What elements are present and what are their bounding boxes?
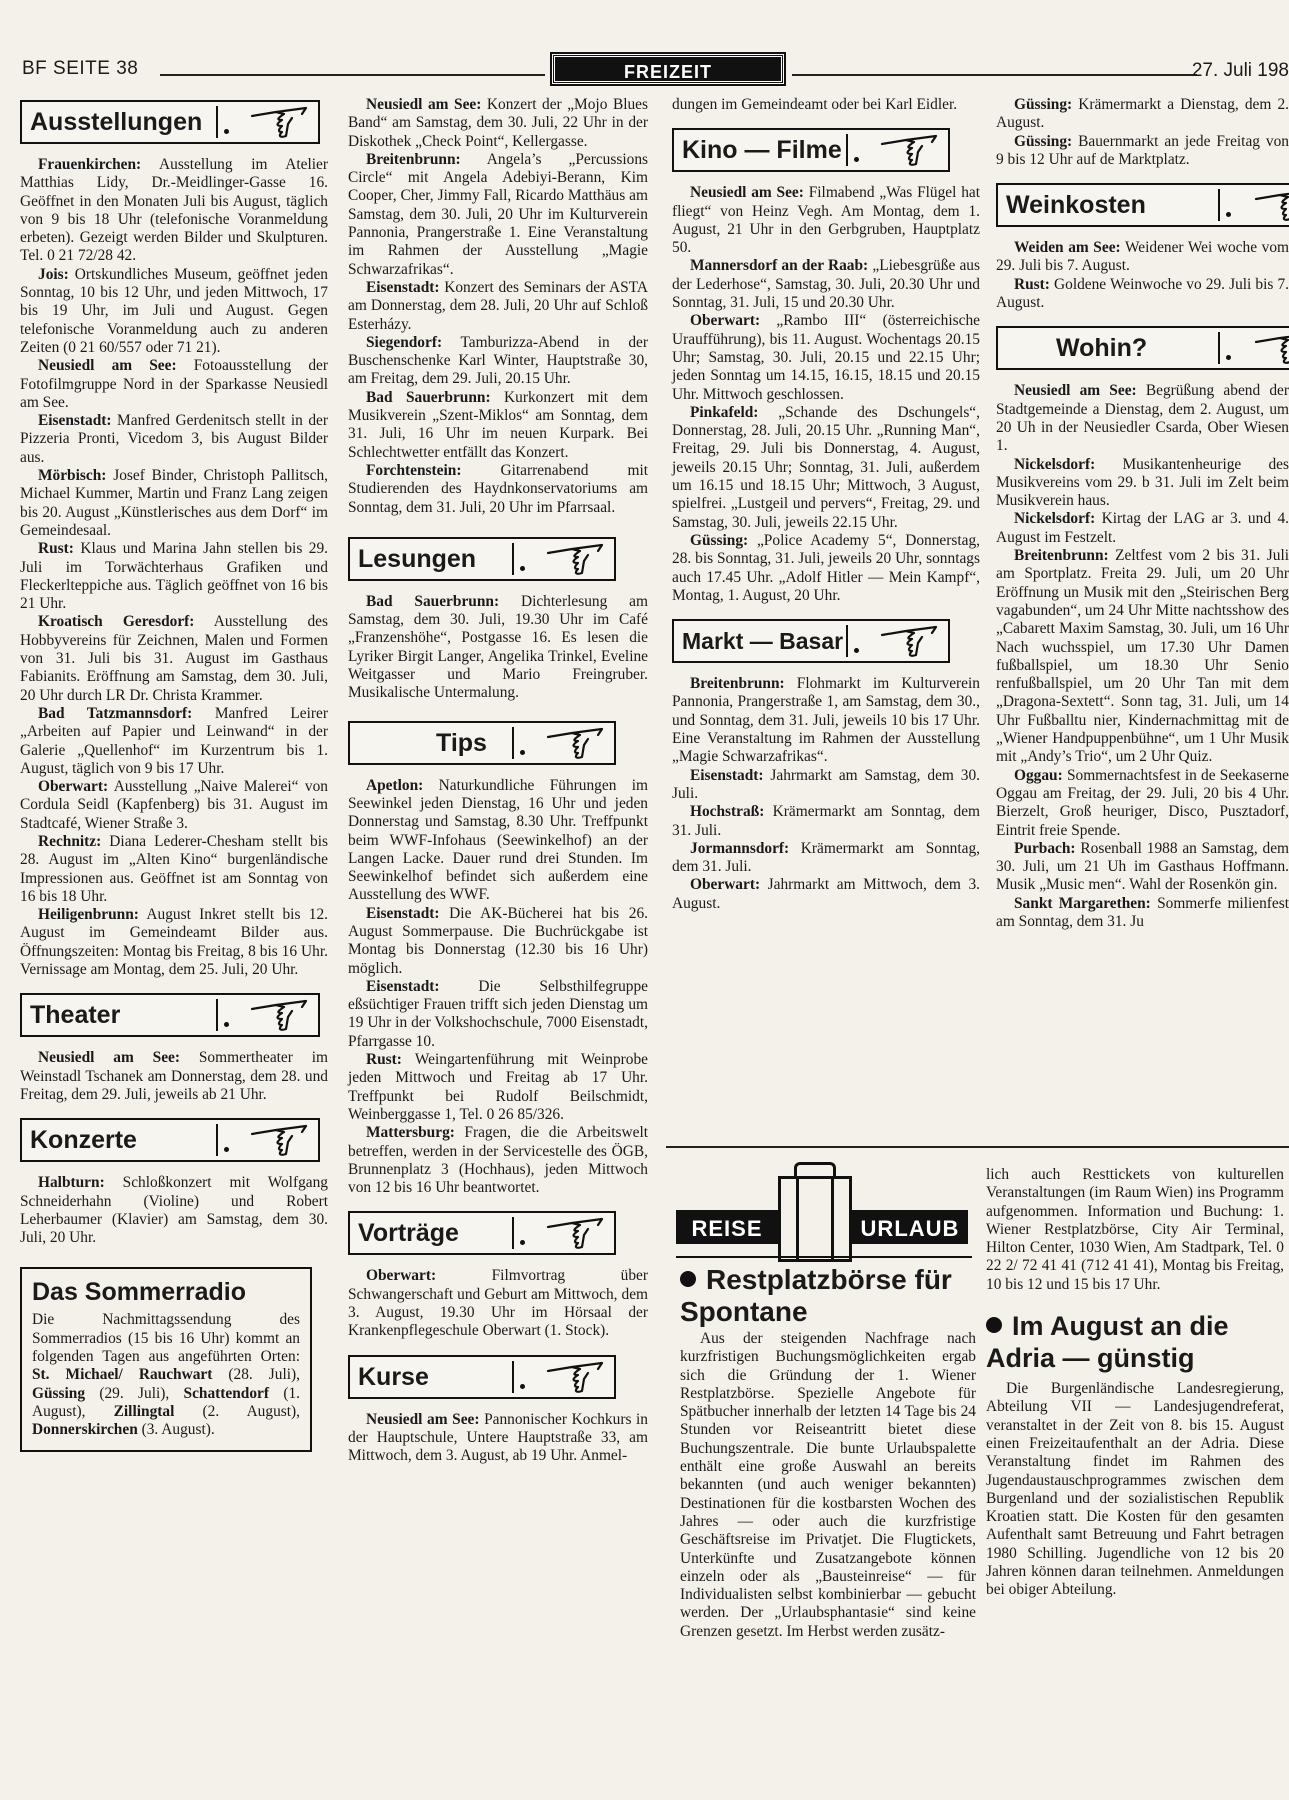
listing-item xyxy=(20,833,328,906)
column-2 xyxy=(348,96,648,1466)
listing-text: Sommerfe milienfest am Sonntag, dem 31. Ju xyxy=(996,894,1289,930)
listing-place: Sankt Margarethen: xyxy=(1014,894,1151,912)
listing-item xyxy=(996,767,1289,840)
suitcase-icon xyxy=(778,1176,852,1262)
section-header-tips xyxy=(348,721,616,765)
listing-item xyxy=(20,467,328,540)
section-header-weinkosten xyxy=(996,183,1289,227)
listing-item xyxy=(348,279,648,334)
listing-group-markt-cont xyxy=(996,96,1289,169)
listing-group-theater xyxy=(20,1049,328,1104)
listing-item xyxy=(672,404,980,532)
listing-text: Fotoausstellung der Fotofilmgruppe Nord in der Sparkasse Neusiedl am See. xyxy=(20,357,329,411)
listing-item xyxy=(672,803,980,840)
listing-text: Goldene Weinwoche vo 29. Juli bis 7. August. xyxy=(996,275,1289,312)
pointing-hand-icon xyxy=(1252,187,1289,225)
listing-text: Ausstellung „Naive Malerei“ von Cordula Seidl (Kapfenberg) bis 31. August im Stadtcafé, Wiener Straße 3. xyxy=(20,778,328,832)
listing-text: Kirtag der LAG ar 3. und 4. August im Festzelt. xyxy=(996,510,1289,546)
listing-text: Die AK-Bücherei hat bis 26. August Sommerpause. Die Buchrückgabe ist Montag bis Donnerstag (12.30 bis 16 Uhr) möglich. xyxy=(348,904,648,977)
listing-place: Nickelsdorf: xyxy=(1014,455,1096,473)
listing-text: Konzert des Seminars der ASTA am Donnerstag, dem 28. Juli, 20 Uhr auf Schloß Esterházy. xyxy=(348,278,648,333)
listing-place: Güssing: xyxy=(1014,132,1073,150)
listing-place: Neusiedl am See: xyxy=(366,96,482,113)
listing-group-tips xyxy=(348,777,648,1198)
listing-item xyxy=(672,675,980,766)
listing-text: Sommernachtsfest in de Seekaserne Oggau am Freitag, der 29. Juli, 20 bis 4 Uhr. Bierzelt, Groß heuriger, Disco, Pusztadorf, Eintrit freie Spende. xyxy=(996,766,1289,839)
pointing-hand-icon xyxy=(1252,330,1289,368)
listing-group-markt xyxy=(672,675,980,913)
restplatz-text: Aus der steigenden Nachfrage nach kurzfristigen Buchungsmöglichkeiten ergab sich die Gründung der 1. Wiener Restplatzbörse. Spezielle Angebote für Spätbucher innerhalb der letzten 14 Tage bis 24 Stunden vor Reiseantritt bietet diese Buchungszentrale. Die bunte Urlaubspalette enthält eine große Auswahl an bereits bekannten (und auch weniger bekannten) Destinationen für die kostbarsten Wochen des Jahres — oder auch die kurzfristige Geschäftsreise im Privatjet. Die Flugtickets, Unterkünfte und Zusatzangebote können einzeln oder als „Bausteinreise“ — für Individualisten selbst kombinierbar — gebucht werden. Der „Urlaubsphantasie“ sind keine Grenzen gesetzt. Im Herbst werden zusätz- xyxy=(680,1330,976,1640)
listing-place: Apetlon: xyxy=(366,776,424,794)
travel-top-rule xyxy=(666,1146,1289,1148)
listing-group-kino xyxy=(672,184,980,605)
listing-place: Jormannsdorf: xyxy=(690,839,790,857)
section-title: Markt — Basar xyxy=(682,628,844,655)
listing-text: Krämermarkt a Dienstag, dem 2. August. xyxy=(996,96,1289,132)
listing-text: Konzert der „Mojo Blues Band“ am Samstag, dem 30. Juli, 22 Uhr in der Diskothek „Check Point“, Kellergasse. xyxy=(348,96,649,150)
listing-text: Weidener Wei woche vom 29. Juli bis 7. August. xyxy=(996,239,1289,275)
listing-place: Weiden am See: xyxy=(1014,239,1121,257)
section-header-vortraege xyxy=(348,1211,616,1255)
section-title: Vorträge xyxy=(358,1219,459,1248)
listing-place: Güssing: xyxy=(690,531,749,549)
listing-item xyxy=(348,978,648,1051)
listing-text: Josef Binder, Christoph Pallitsch, Michael Kummer, Martin und Franz Lang zeigen bis 20. August „Künstlerisches aus dem Dorf“ im Gemeindesaal. xyxy=(20,467,328,539)
section-title: Lesungen xyxy=(358,544,477,573)
listing-group-vortraege xyxy=(348,1267,648,1340)
logo-urlaub-label: URLAUB xyxy=(852,1210,968,1244)
listing-place: Eisenstadt: xyxy=(366,278,440,296)
listing-place: Eisenstadt: xyxy=(366,904,440,922)
section-title: Wohin? xyxy=(1056,334,1148,363)
listing-place: Eisenstadt: xyxy=(690,766,764,784)
listing-text: Die Selbsthilfegruppe eßsüchtiger Frauen trifft sich jeden Dienstag um 19 Uhr in der Volkshochschule, 7000 Eisenstadt, Pfarrgasse 10. xyxy=(348,977,648,1050)
listing-group-konzerte xyxy=(20,1174,328,1247)
listing-text: Naturkundliche Führungen im Seewinkel jeden Dienstag, 16 Uhr und jeden Donnerstag und Samstag, 8.30 Uhr. Treffpunkt beim WWF-Infohaus (Seewinkelhof) an der Langen Lacke. Dauer rund drei Stunden. Im Seewinkelhof befindet sich außerdem eine Ausstellung des WWF. xyxy=(348,776,648,904)
issue-date: 27. Juli 198 xyxy=(1191,60,1289,81)
listing-text: Klaus und Marina Jahn stellen bis 29. Juli im Torwächterhaus Grafiken und Fleckerlteppiche aus. Täglich geöffnet von 16 bis 21 Uhr. xyxy=(20,540,328,613)
listing-item xyxy=(672,767,980,804)
listing-item xyxy=(348,1411,648,1466)
listing-item xyxy=(348,334,648,389)
listing-item xyxy=(996,96,1289,133)
pointing-hand-icon xyxy=(544,1359,606,1397)
pointing-hand-icon xyxy=(878,623,940,661)
restplatz-article xyxy=(680,1264,976,1641)
listing-text: Ortskundliches Museum, geöffnet jeden Sonntag, 10 bis 12 Uhr, und jeden Mittwoch, 17 bis 19 Uhr, im Juli und August. Gegen telefonische Voranmeldung auch zu anderen Zeiten (0 21 60/557 oder 71 21). xyxy=(20,265,328,356)
listing-place: Kroatisch Geresdorf: xyxy=(38,613,195,631)
listing-text: Manfred Leirer „Arbeiten auf Papier und Leinwand“ in der Galerie „Quellenhof“ im Kurzentrum bis 1. August, täglich von 9 bis 17 Uhr. xyxy=(20,704,328,777)
listing-text: Ausstellung im Atelier Matthias Lidy, Dr.-Meidlinger-Gasse 16. Geöffnet in den Monaten Juli bis August, täglich von 9 bis 18 Uhr (telefonische Voranmeldung erbeten). Gezeigt werden Bilder und Skulpturen. Tel. 0 21 72/28 42. xyxy=(20,156,328,265)
listing-place: Breitenbrunn: xyxy=(1014,547,1109,565)
page-header xyxy=(22,54,1289,90)
listing-text: Zeltfest vom 2 bis 31. Juli am Sportplatz. Freita 29. Juli, um 20 Uhr Eröffnung un Musik mit den „Steirischen Berg vagabunden“, um 24 Uhr Mitte nachtsshow des „Cabarett Maxim Samstag, 30. Juli, um 16 Uhr Nach wuchsspiel, um 17.30 Uhr Damen fußballspiel, um 18.30 Uhr Senio renfußballspiel, um 20 Uhr Tan mit dem „Dragona-Sextett“. Sonn tag, 31. Juli, um 14 Uhr Fußballtu nier, Kindernachmittag mit de „Wiener Handpuppenbühne“, um 1 Uhr Musik mit „Andy’s Trio“, um 2 Uhr Quiz. xyxy=(996,547,1289,766)
listing-text: Rosenball 1988 an Samstag, dem 30. Juli, um 21 Uh im Gasthaus Hoffmann. Musik „Music men“. Wahl der Rosenkön gin. xyxy=(996,839,1289,894)
listing-place: Forchtenstein: xyxy=(366,461,462,479)
listing-place: Bad Sauerbrunn: xyxy=(366,388,491,406)
listing-item xyxy=(348,1051,648,1124)
section-header-wohin xyxy=(996,326,1289,370)
listing-text: Gitarrenabend mit Studierenden des Haydnkonservatoriums am Sonntag, dem 31. Juli, 20 Uhr im Pfarrsaal. xyxy=(348,461,648,516)
listing-item xyxy=(20,705,328,778)
listing-place: Mattersburg: xyxy=(366,1124,455,1142)
listing-item xyxy=(996,510,1289,547)
listing-place: Oberwart: xyxy=(690,312,761,330)
listing-text: Angela’s „Percussions Circle“ mit Angela Adebiyi-Berann, Kim Cooper, Cher, Jimmy Fall, Ricardo Matthäus am Samstag, dem 30. Juli, 20 Uhr im Kulturverein Pannonia, Prangerstraße 1. Eine Veranstaltung im Rahmen der Ausstellung „Magie Schwarzafrikas“. xyxy=(348,150,648,278)
listing-item xyxy=(996,239,1289,276)
section-title: Konzerte xyxy=(30,1126,137,1155)
listing-item xyxy=(20,412,328,467)
listing-item xyxy=(996,840,1289,895)
listing-place: Siegendorf: xyxy=(366,333,443,351)
listing-place: Jois: xyxy=(38,265,69,283)
listing-item xyxy=(348,389,648,462)
listing-item xyxy=(348,1267,648,1340)
listing-place: Purbach: xyxy=(1014,839,1076,857)
listing-group-ausstellungen xyxy=(20,156,328,979)
listing-text: Ausstellung des Hobbyvereins für Zeichnen, Malen und Formen von 31. Juli bis 31. August im Gasthaus Fabianits. Eröffnung am Samstag, dem 30. Juli, 20 Uhr durch LR Dr. Christa Krammer. xyxy=(20,613,328,704)
section-banner: FREIZEIT xyxy=(552,54,784,84)
listing-place: Neusiedl am See: xyxy=(1014,382,1137,400)
listing-place: Rechnitz: xyxy=(38,832,102,850)
listing-item xyxy=(996,895,1289,932)
listing-text: Filmvortrag über Schwangerschaft und Geburt am Mittwoch, dem 3. August, 19.30 Uhr im Hörsaal der Krankenpflegeschule Oberwart (1. Stock). xyxy=(348,1267,648,1340)
section-title: Ausstellungen xyxy=(30,108,203,136)
listing-text: Tamburizza-Abend in der Buschenschenke Karl Winter, Hauptstraße 30, am Freitag, dem 29. Juli, 20.15 Uhr. xyxy=(348,333,648,388)
section-header-konzerte xyxy=(20,1118,320,1162)
listing-item xyxy=(20,778,328,833)
page-number: BF SEITE 38 xyxy=(22,58,139,79)
listing-place: Frauenkirchen: xyxy=(38,156,142,173)
listing-text: Weingartenführung mit Weinprobe jeden Mittwoch und Freitag ab 17 Uhr. Treffpunkt bei Rudolf Beilschmidt, Weinberggasse 1, Tel. 0 26 85/326. xyxy=(348,1051,648,1123)
listing-group-wohin xyxy=(996,382,1289,931)
restplatz-article-cont xyxy=(986,1166,1284,1600)
listing-place: Bad Tatzmannsdorf: xyxy=(38,704,193,722)
listing-place: Neusiedl am See: xyxy=(690,184,804,202)
logo-reise-label: REISE xyxy=(676,1210,778,1244)
section-title: Theater xyxy=(30,1001,121,1030)
adria-headline: Im August an die Adria — günstig xyxy=(986,1311,1229,1374)
listing-text: Diana Lederer-Chesham stellt bis 28. August im „Alten Kino“ burgenländische Impressionen aus. Geöffnet ist am Sonntag von 16 bis 18 Uhr. xyxy=(20,832,328,905)
listing-group-konzerte-cont xyxy=(348,96,648,517)
listing-place: Neusiedl am See: xyxy=(366,1410,480,1428)
pointing-hand-icon xyxy=(878,132,940,170)
restplatz-headline: Restplatzbörse für Spontane xyxy=(680,1264,952,1327)
listing-text: Jahrmarkt am Mittwoch, dem 3. August. xyxy=(672,876,980,912)
restplatz-text-cont: lich auch Resttickets von kulturellen Veranstaltungen (im Raum Wien) ins Programm aufgenommen. Information und Buchung: 1. Wiener Restplatzbörse, City Air Terminal, Hilton Center, 1030 Wien, Am Stadtpark, Tel. 0 22 2/ 72 41 41 (712 41 41), Montag bis Freitag, 10 bis 12 und 15 bis 17 Uhr. xyxy=(986,1166,1284,1293)
listing-text: August Inkret stellt bis 12. August im Gemeindeamt Bilder aus. Öffnungszeiten: Montag bis Freitag, 8 bis 16 Uhr. Vernissage am Montag, dem 25. Juli, 20 Uhr. xyxy=(20,906,328,979)
sommerradio-text: Die Nachmittagssendung des Sommerradios (15 bis 16 Uhr) kommt an folgenden Tagen aus angeführten Orten: St. Michael/ Rauchwart (28. Juli), Güssing (29. Juli), Schattendorf (1. August), Zillingtal (2. August), Donnerskirchen (3. August). xyxy=(32,1311,301,1439)
listing-place: Mörbisch: xyxy=(38,467,107,485)
listing-item xyxy=(672,876,980,913)
section-header-markt xyxy=(672,619,950,663)
bullet-icon xyxy=(986,1317,1002,1333)
listing-item xyxy=(20,906,328,979)
listing-item xyxy=(996,133,1289,170)
listing-text: „Liebesgrüße aus der Lederhose“, Samstag, 30. Juli, 20.30 Uhr und Sonntag, 31. Juli, 15 und 20.30 Uhr. xyxy=(672,257,980,312)
listing-place: Halbturn: xyxy=(38,1174,105,1192)
listing-place: Breitenbrunn: xyxy=(690,675,785,693)
listing-place: Nickelsdorf: xyxy=(1014,510,1096,528)
pointing-hand-icon xyxy=(248,104,310,142)
column-3 xyxy=(672,96,980,913)
listing-place: Oberwart: xyxy=(38,778,109,796)
listing-group-lesungen xyxy=(348,593,648,703)
listing-item xyxy=(20,1174,328,1247)
listing-text: Manfred Gerdenitsch stellt in der Pizzeria Pronti, Vicedom 3, bis August Bilder aus. xyxy=(20,412,328,466)
sommerradio-box xyxy=(20,1267,312,1451)
listing-item xyxy=(348,1124,648,1197)
listing-item xyxy=(672,184,980,257)
listing-item xyxy=(996,276,1289,313)
listing-text: Jahrmarkt am Samstag, dem 30. Juli. xyxy=(672,766,980,802)
listing-item xyxy=(996,456,1289,511)
section-header-theater xyxy=(20,993,320,1037)
section-header-ausstellungen xyxy=(20,100,320,144)
listing-text: Musikantenheurige des Musikvereins vom 29. b 31. Juli im Zelt beim Musikverein haus. xyxy=(996,455,1289,510)
pointing-hand-icon xyxy=(544,725,606,763)
listing-text: Krämermarkt am Sonntag, dem 31. Juli. xyxy=(672,803,980,839)
section-title: Tips xyxy=(436,728,487,757)
listing-item xyxy=(672,257,980,312)
listing-item xyxy=(20,540,328,613)
listing-text: „Police Academy 5“, Donnerstag, 28. bis Sonntag, 31. Juli, jeweils 20 Uhr, sonntags auch 17.45 Uhr. „Adolf Hitler — Mein Kampf“, Montag, 1. August, 20 Uhr. xyxy=(672,531,980,604)
listing-place: Hochstraß: xyxy=(690,803,765,821)
header-rule-left xyxy=(160,74,545,76)
listing-text: Pannonischer Kochkurs in der Hauptschule, Untere Hauptstraße 33, am Mittwoch, dem 3. August, ab 19 Uhr. Anmel- xyxy=(348,1410,648,1465)
header-rule-right xyxy=(792,74,1197,76)
listing-place: Rust: xyxy=(1014,275,1050,293)
listing-place: Breitenbrunn: xyxy=(366,150,461,168)
pointing-hand-icon xyxy=(544,541,606,579)
listing-place: Heiligenbrunn: xyxy=(38,906,139,924)
listing-item xyxy=(996,547,1289,767)
listing-text: Schloßkonzert mit Wolfgang Schneiderhahn (Violine) und Robert Leherbaumer (Klavier) am Samstag, dem 30. Juli, 20 Uhr. xyxy=(20,1174,328,1247)
listing-place: Oberwart: xyxy=(366,1267,437,1285)
listing-item xyxy=(672,532,980,605)
column-4 xyxy=(996,96,1289,931)
listing-text: Bauernmarkt an jede Freitag von 9 bis 12 Uhr auf de Marktplatz. xyxy=(996,132,1289,168)
listing-item xyxy=(672,840,980,877)
listing-text: „Rambo III“ (österreichische Uraufführung), bis 11. August. Wochentags 20.15 Uhr; Samstag, 30. Juli, 20.15 und 22.15 Uhr; jeden Sonntag um 14.15, 16.15, 18.15 und 20.15 Uhr. Mittwoch geschlossen. xyxy=(672,312,980,403)
adria-text: Die Burgenländische Landesregierung, Abteilung VII — Landesjugendreferat, veranstaltet in der Zeit von 8. bis 15. August einen Freizeitaufenthalt an der Adria. Diese Veranstaltung findet im Rahmen des Jugendaustauschprogrammes zwischen dem Burgenland und der sozialistischen Republik Kroatien statt. Die Kosten für den gesamten Aufenthalt samt Betreuung und Fahrt betragen 1980 Schilling. Jugendliche von 12 bis 20 Jahren können daran teilnehmen. Anmeldungen bei obiger Abteilung. xyxy=(986,1380,1284,1599)
listing-place: Oberwart: xyxy=(690,876,761,894)
listing-item xyxy=(672,312,980,403)
listing-place: Mannersdorf an der Raab: xyxy=(690,257,869,275)
bullet-icon xyxy=(680,1271,696,1287)
listing-place: Oggau: xyxy=(1014,766,1063,784)
listing-place: Eisenstadt: xyxy=(38,412,112,430)
listing-text: Kurkonzert mit dem Musikverein „Szent-Miklos“ am Sonntag, dem 31. Juli, 16 Uhr im neuen Kurpark. Bei Schlechtwetter entfällt das Konzert. xyxy=(348,388,648,461)
section-header-kino xyxy=(672,128,950,172)
sommerradio-title: Das Sommerradio xyxy=(32,1278,246,1307)
listing-text: „Schande des Dschungels“, Donnerstag, 28. Juli, 20.15 Uhr. „Running Man“, Freitag, 29. Juli bis Donnerstag, 4. August, jeweils 20.15 Uhr; Sonntag, 31. Juli, außerdem um 16.15 und 18.15 Uhr; Mittwoch, 3 August, spielfrei. „Lustgeil und pervers“, Freitag, 29. und Samstag, 30. Juli, jeweils 22.15 Uhr. xyxy=(672,403,980,531)
listing-item xyxy=(348,96,648,151)
column-1 xyxy=(20,96,328,1452)
listing-place: Rust: xyxy=(38,540,74,558)
listing-place: Eisenstadt: xyxy=(366,977,440,995)
pointing-hand-icon xyxy=(248,1122,310,1160)
listing-item xyxy=(996,382,1289,455)
listing-text: Fragen, die die Arbeitswelt betreffen, werden in der Servicestelle des ÖGB, Brunnenplatz 3 (Hochhaus), jeden Mittwoch von 12 bis 16 Uhr beantwortet. xyxy=(348,1124,648,1197)
listing-text: Filmabend „Was Flügel hat fliegt“ von Heinz Vegh. Am Montag, dem 1. August, 21 Uhr in den Gerbgruben, Hauptplatz 50. xyxy=(672,184,981,257)
listing-place: Neusiedl am See: xyxy=(38,357,177,375)
listing-item xyxy=(348,462,648,517)
listing-text: Begrüßung abend der Stadtgemeinde a Dienstag, dem 2. August, um 20 Uh in der Neusiedler Csarda, Ober Wiesen 1. xyxy=(996,382,1289,455)
listing-place: Bad Sauerbrunn: xyxy=(366,592,500,610)
listing-group-kurse xyxy=(348,1411,648,1466)
listing-group-weinkosten xyxy=(996,239,1289,312)
listing-text: Sommertheater im Weinstadl Tschanek am Donnerstag, dem 28. und Freitag, dem 29. Juli, jeweils ab 21 Uhr. xyxy=(20,1049,328,1103)
listing-place: Pinkafeld: xyxy=(690,403,759,421)
listing-text: Dichterlesung am Samstag, dem 30. Juli, 19.30 Uhr im Café „Franzenshöhe“, Postgasse 16. Es lesen die Lyriker Birgit Langer, Angelika Trinkel, Eveline Weitgasser und Mario Freingruber. Musikalische Untermalung. xyxy=(348,592,648,702)
section-header-kurse xyxy=(348,1355,616,1399)
listing-place: Güssing: xyxy=(1014,96,1073,113)
section-title: Weinkosten xyxy=(1006,191,1146,220)
listing-item xyxy=(348,593,648,703)
section-header-lesungen xyxy=(348,537,616,581)
listing-item xyxy=(348,777,648,905)
listing-place: Rust: xyxy=(366,1051,402,1069)
section-title: Kurse xyxy=(358,1362,429,1391)
listing-item xyxy=(20,1049,328,1104)
listing-item xyxy=(20,156,328,266)
pointing-hand-icon xyxy=(544,1215,606,1253)
listing-place: Neusiedl am See: xyxy=(38,1049,181,1067)
listing-item xyxy=(348,905,648,978)
listing-item xyxy=(348,151,648,279)
listing-text: Krämermarkt am Sonntag, dem 31. Juli. xyxy=(672,839,980,876)
listing-item xyxy=(20,357,328,412)
listing-text: dungen im Gemeindeamt oder bei Karl Eidler. xyxy=(672,96,958,113)
listing-item xyxy=(20,613,328,704)
listing-item xyxy=(20,266,328,357)
listing-text: Flohmarkt im Kulturverein Pannonia, Prangerstraße 1, am Samstag, dem 30., und Sonntag, dem 31. Juli, jeweils 10 bis 17 Uhr. Eine Veranstaltung im Rahmen der Ausstellung „Magie Schwarzafrikas“. xyxy=(672,675,980,766)
section-title: Kino — Filme xyxy=(682,136,842,165)
pointing-hand-icon xyxy=(248,997,310,1035)
